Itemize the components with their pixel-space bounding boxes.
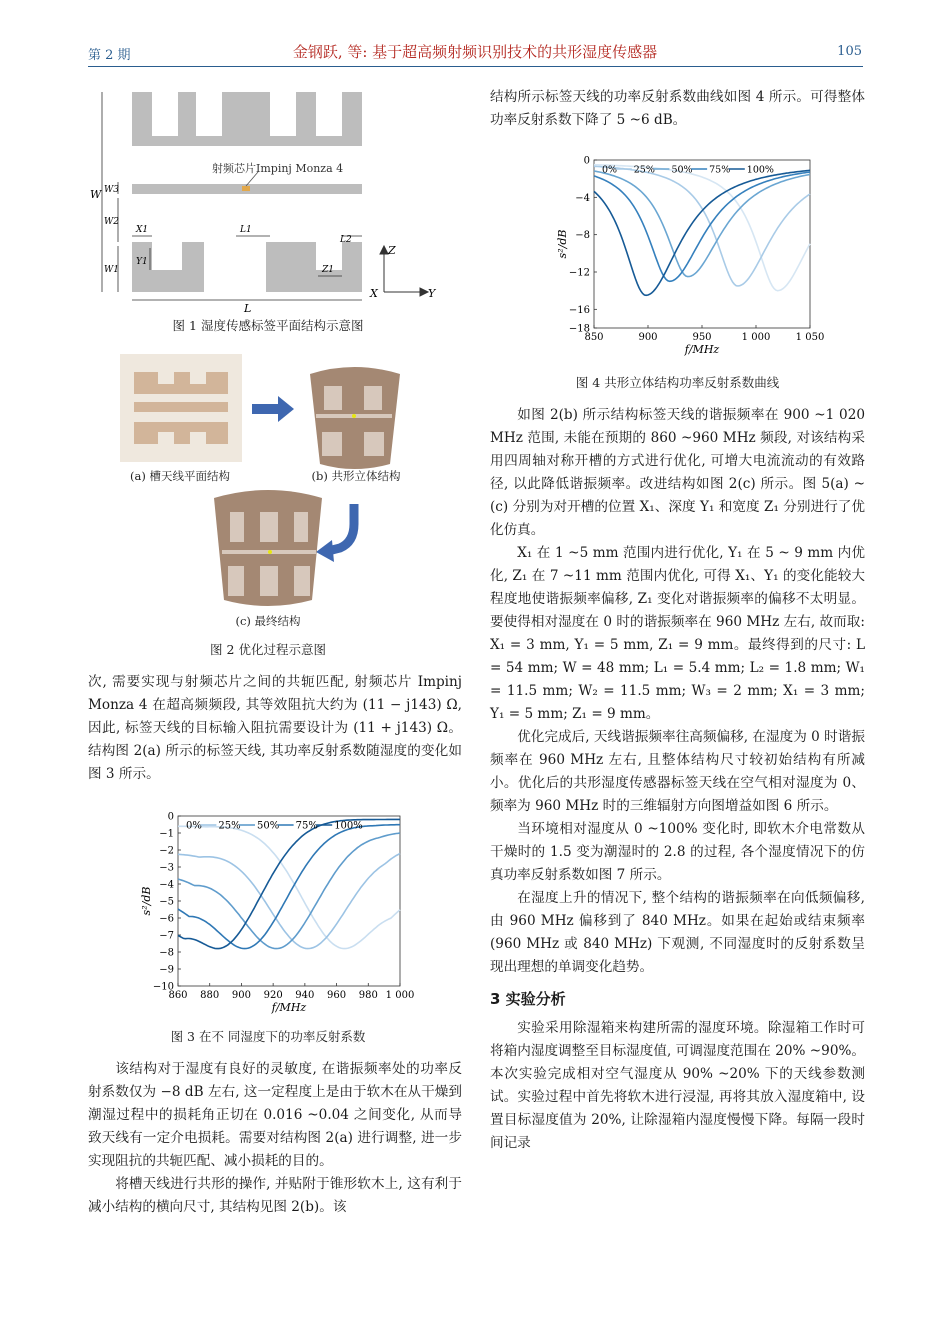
running-title: 金钢跃, 等: 基于超高频射频识别技术的共形湿度传感器	[292, 43, 658, 61]
y-tick-label: 0	[583, 155, 590, 167]
right-paragraph-6: 实验采用除湿箱来构建所需的湿度环境。除湿箱工作时可将箱内湿度调整至目标湿度值, 可调湿度范围在 20% ~90%。本次实验完成相对空气湿度从 90% ~20% 下的天线参数测试。实验过程中首先将软木进行浸湿, 再将其放入湿度箱中, 设置目标湿度值为 20%, 让除湿箱内湿度慢慢下降。每隔一段时间记录	[490, 1020, 865, 1151]
y-tick-label: −18	[568, 323, 590, 335]
x-axis-label: f/MHz	[271, 1001, 307, 1014]
left-paragraph-2: 该结构对于湿度有良好的灵敏度, 在谐振频率处的功率反射系数仅为 −8 dB 左右, 这一定程度上是由于软木在从干燥到潮湿过程中的损耗角正切在 0.016 ~0.04 之间变化, 从而导致天线有一定介电损耗。需要对结构图 2(a) 进行调整, 进一步实现阻抗的共轭匹配、减小损耗的目的。	[88, 1061, 462, 1169]
left-column-text	[88, 671, 462, 786]
legend-label-4: 100%	[334, 820, 363, 832]
dim-w1: W1	[104, 265, 119, 275]
left-paragraph-3: 将槽天线进行共形的操作, 并贴附于锥形软木上, 这有利于减小结构的横向尺寸, 其结构见图 2(b)。该	[88, 1176, 462, 1215]
dim-w: W	[90, 188, 102, 201]
x-tick-label: 920	[263, 990, 283, 1001]
dim-l: L	[244, 302, 252, 315]
legend-label-4: 100%	[746, 164, 774, 176]
issue-number: 第 2 期	[88, 48, 131, 63]
right-paragraph-1: 如图 2(b) 所示结构标签天线的谐振频率在 900 ~1 020 MHz 范围, 未能在预期的 860 ~960 MHz 频段, 对该结构采用四周轴对称开槽的方式进行优化, 可增大电流流动的有效路径, 以此降低谐振频率。改进结构如图 2(c) 所示。图 5(a) ~(c) 分别为对开槽的位置 X₁、深度 Y₁ 和宽度 Z₁ 分别进行了优化仿真。	[490, 407, 865, 538]
series-line-1	[594, 166, 810, 286]
dim-w3: W3	[104, 185, 119, 195]
dim-z1: Z1	[322, 265, 334, 275]
dim-x1: X1	[136, 225, 149, 235]
legend-label-2: 50%	[257, 820, 280, 832]
figure-1-antenna-layout	[88, 86, 468, 316]
fig2-sub-c: (c) 最终结构	[235, 614, 301, 628]
axis-y-label: Y	[428, 287, 436, 300]
left-paragraph-1: 次, 需要实现与射频芯片之间的共轭匹配, 射频芯片 Impinj Monza 4 在超高频频段, 其等效阻抗大约为 (11 − j143) Ω, 因此, 标签天线的目标输入阻抗需要设计为 (11 + j143) Ω。结构图 2(a) 所示的标签天线, 其功率反射系数随湿度的变化如图 3 所示。	[88, 674, 462, 782]
x-tick-label: 960	[327, 990, 347, 1001]
y-tick-label: −1	[159, 828, 174, 840]
series-line-1	[178, 854, 400, 949]
y-tick-label: −16	[568, 304, 590, 316]
fig3-caption: 图 3 在不 同湿度下的功率反射系数	[170, 1029, 366, 1044]
y-tick-label: −3	[159, 862, 174, 874]
x-tick-label: 880	[200, 990, 220, 1001]
section-heading: 3 实验分析	[490, 990, 566, 1008]
legend-label-3: 75%	[295, 820, 318, 832]
y-tick-label: −4	[159, 879, 174, 891]
dim-l2: L2	[340, 235, 352, 245]
x-tick-label: 900	[231, 990, 251, 1001]
x-tick-label: 850	[584, 332, 604, 343]
y-tick-label: −10	[152, 981, 174, 993]
series-line-2	[594, 171, 810, 277]
fig2-sub-b: (b) 共形立体结构	[311, 469, 401, 483]
y-tick-label: −4	[575, 192, 590, 204]
left-column-text-2	[88, 1058, 462, 1219]
legend-label-1: 25%	[633, 164, 655, 176]
figure-4-reflection-chart	[548, 146, 828, 368]
right-paragraph-4: 当环境相对湿度从 0 ~100% 变化时, 即软木介电常数从干燥时的 1.5 变为潮湿时的 2.8 的过程, 各个湿度情况下的仿真功率反射系数如图 7 所示。	[490, 821, 865, 883]
series-line-4	[178, 819, 400, 948]
x-tick-label: 950	[692, 332, 712, 343]
x-axis-label: f/MHz	[684, 343, 720, 356]
x-tick-label: 860	[168, 990, 188, 1001]
right-column-text	[490, 404, 865, 1155]
plot-frame	[594, 160, 810, 328]
page-header	[0, 38, 950, 66]
y-tick-label: −6	[159, 913, 174, 925]
x-tick-label: 1 050	[795, 332, 825, 343]
axis-z-label: Z	[388, 244, 396, 257]
axis-x-label: X	[370, 287, 378, 300]
legend-label-2: 50%	[671, 164, 693, 176]
y-tick-label: −5	[159, 896, 174, 908]
fig2-sub-a: (a) 槽天线平面结构	[130, 469, 230, 483]
right-paragraph-3: 优化完成后, 天线谐振频率往高频偏移, 在湿度为 0 时谐振频率在 960 MHz 左右, 且整体结构尺寸较初始结构有所减小。优化后的共形湿度传感器标签天线在空气相对湿度为 0、频率为 960 MHz 时的三维辐射方向图增益如图 6 所示。	[490, 729, 865, 814]
x-tick-label: 980	[358, 990, 378, 1001]
x-tick-label: 900	[638, 332, 658, 343]
fig2-caption: 图 2 优化过程示意图	[210, 642, 326, 657]
x-tick-label: 1 000	[741, 332, 771, 343]
chip-label: 射频芯片Impinj Monza 4	[212, 162, 344, 175]
y-tick-label: −8	[159, 947, 174, 959]
x-tick-label: 1 000	[385, 990, 415, 1001]
series-line-0	[178, 826, 400, 948]
legend-label-1: 25%	[218, 820, 241, 832]
y-tick-label: −9	[159, 964, 174, 976]
legend-label-0: 0%	[186, 820, 202, 832]
dim-y1: Y1	[136, 257, 148, 267]
y-axis-label: s²/dB	[140, 886, 153, 916]
y-axis-label: s²/dB	[556, 229, 569, 259]
right-column-text-top	[490, 86, 865, 132]
y-tick-label: −12	[568, 267, 590, 279]
right-paragraph-5: 在湿度上升的情况下, 整个结构的谐振频率在向低频偏移, 由 960 MHz 偏移到了 840 MHz。如果在起始或结束频率 (960 MHz 或 840 MHz) 下观测, 不同湿度时的反射系数呈现出理想的单调变化趋势。	[490, 890, 865, 975]
series-line-4	[594, 170, 810, 295]
figure-3-reflection-chart	[130, 808, 420, 1018]
x-tick-label: 940	[295, 990, 315, 1001]
figure-2-optimization-process	[118, 352, 418, 632]
series-line-3	[178, 825, 400, 949]
dim-w2: W2	[104, 217, 119, 227]
y-tick-label: −2	[159, 845, 174, 857]
fig1-caption: 图 1 湿度传感标签平面结构示意图	[172, 318, 364, 333]
rfid-chip-marker	[242, 186, 250, 191]
header-rule	[88, 66, 863, 67]
y-tick-label: 0	[167, 811, 174, 823]
right-paragraph-2: X₁ 在 1 ~5 mm 范围内进行优化, Y₁ 在 5 ~ 9 mm 内优化, Z₁ 在 7 ~11 mm 范围内优化, 可得 X₁、Y₁ 的变化能较大程度地使谐振频率偏移, Z₁ 变化对谐振频率的偏移不太明显。要使得相对湿度在 0 时的谐振频率在 960 MHz 左右, 故而取: X₁ = 3 mm, Y₁ = 5 mm, Z₁ = 9 mm。最终得到的尺寸: L = 54 mm; W = 48 mm; L₁ = 5.4 mm; L₂ = 1.8 mm; W₁ = 11.5 mm; W₂ = 11.5 mm; W₃ = 2 mm; X₁ = 3 mm; Y₁ = 5 mm; Z₁ = 9 mm。	[490, 545, 865, 722]
y-tick-label: −7	[159, 930, 174, 942]
y-tick-label: −8	[575, 230, 590, 242]
dim-l1: L1	[240, 225, 252, 235]
legend-label-3: 75%	[709, 164, 731, 176]
page-number: 105	[837, 44, 862, 59]
fig4-caption: 图 4 共形立体结构功率反射系数曲线	[575, 375, 780, 390]
legend-label-0: 0%	[602, 164, 618, 176]
right-paragraph-0: 结构所示标签天线的功率反射系数曲线如图 4 所示。可得整体功率反射系数下降了 5 ~6 dB。	[490, 89, 865, 128]
